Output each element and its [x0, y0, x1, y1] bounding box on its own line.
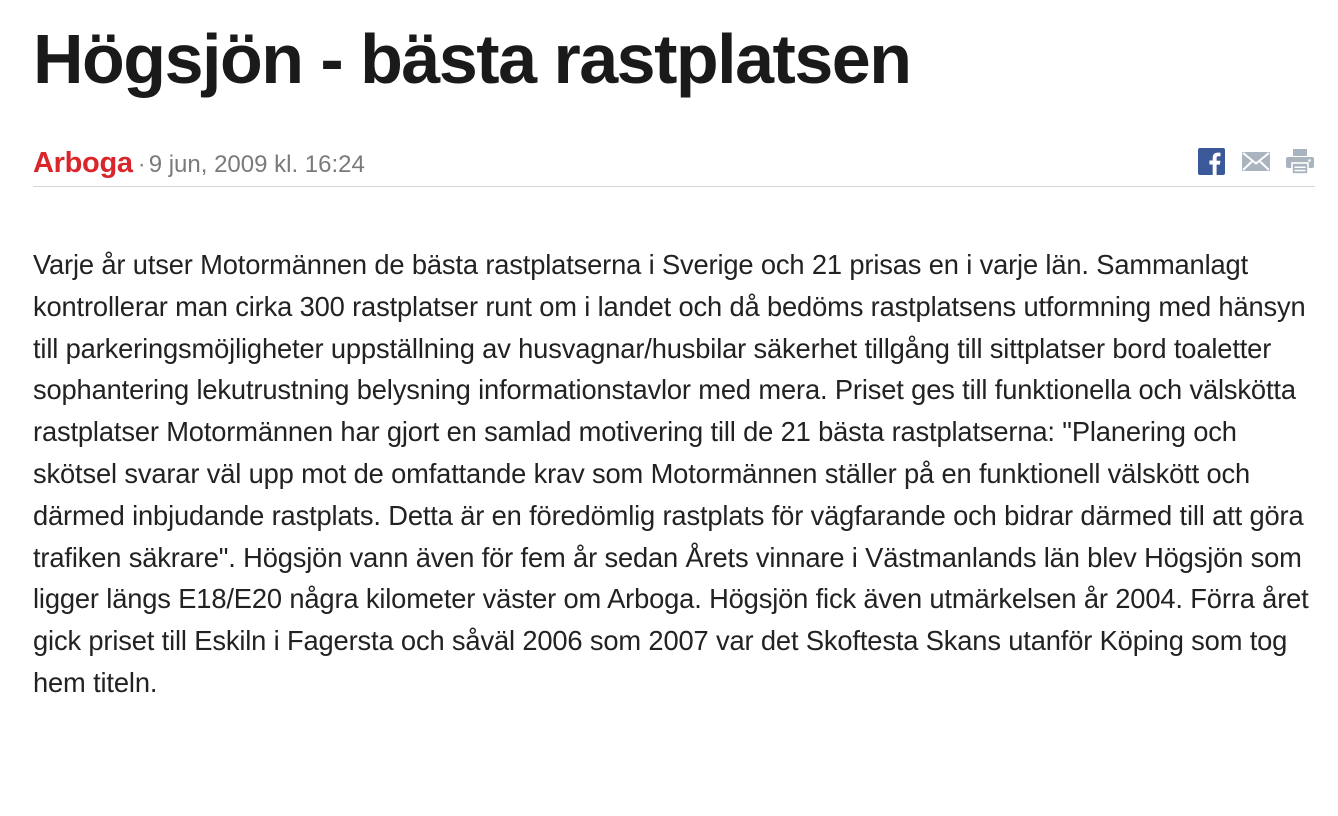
print-icon — [1285, 146, 1315, 176]
facebook-share-button[interactable] — [1197, 146, 1227, 176]
location-link[interactable]: Arboga — [33, 147, 133, 179]
article-headline: Högsjön - bästa rastplatsen — [33, 20, 911, 98]
facebook-icon — [1197, 146, 1227, 176]
article-meta — [33, 140, 1315, 187]
mail-icon — [1241, 146, 1271, 176]
byline — [33, 146, 365, 182]
print-button[interactable] — [1285, 146, 1315, 176]
article — [33, 0, 1315, 698]
email-share-button[interactable] — [1241, 146, 1271, 176]
publish-date: 9 jun, 2009 kl. 16:24 — [148, 151, 365, 178]
byline-separator: · — [137, 151, 146, 178]
article-body: Varje år utser Motormännen de bästa rastplatserna i Sverige och 21 prisas en i varje län. Sammanlagt kontrollerar man cirka 300 rastplatser runt om i landet och då bedöms rastplatsens utformning med hänsyn till parkeringsmöjligheter uppställning av husvagnar/husbilar säkerhet tillgång till sittplatser bord toaletter sophantering lekutrustning belysning informationstavlor med mera. Priset ges till funktionella och välskötta rastplatser Motormännen har gjort en samlad motivering till de 21 bästa rastplatserna: "Planering och skötsel svarar väl upp mot de omfattande krav som Motormännen ställer på en funktionell välskött och därmed inbjudande rastplats. Detta är en föredömlig rastplats för vägfarande och bidrar därmed till att göra trafiken säkrare". Högsjön vann även för fem år sedan Årets vinnare i Västmanlands län blev Högsjön som ligger längs E18/E20 några kilometer väster om Arboga. Högsjön fick även utmärkelsen år 2004. Förra året gick priset till Eskiln i Fagersta och såväl 2006 som 2007 var det Skoftesta Skans utanför Köping som tog hem titeln. — [33, 249, 1309, 698]
share-toolbar — [1197, 146, 1315, 176]
